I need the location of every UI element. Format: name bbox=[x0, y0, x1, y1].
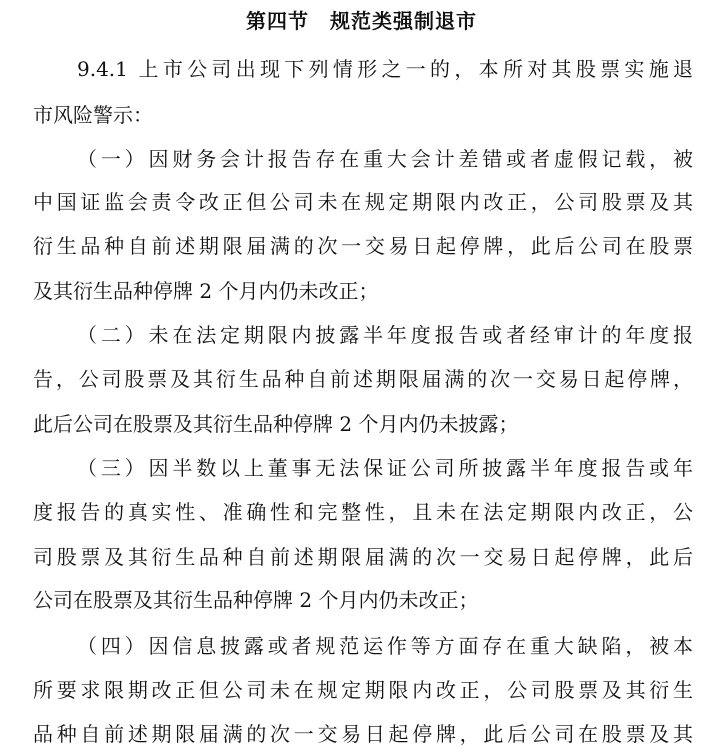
item-4-line-2: 所要求限期改正但公司未在规定期限内改正，公司股票及其衍生 bbox=[33, 678, 693, 702]
item-1-line-1: （一）因财务会计报告存在重大会计差错或者虚假记载，被 bbox=[77, 147, 693, 171]
item-3-line-2: 度报告的真实性、准确性和完整性，且未在法定期限内改正，公 bbox=[33, 500, 693, 524]
item-3-line-3: 司股票及其衍生品种自前述期限届满的次一交易日起停牌，此后 bbox=[33, 545, 693, 569]
item-2-line-2: 告，公司股票及其衍生品种自前述期限届满的次一交易日起停牌， bbox=[33, 367, 693, 391]
section-title: 第四节 规范类强制退市 bbox=[246, 9, 477, 33]
item-1-line-3: 衍生品种自前述期限届满的次一交易日起停牌，此后公司在股票 bbox=[33, 234, 693, 258]
item-1-line-2: 中国证监会责令改正但公司未在规定期限内改正，公司股票及其 bbox=[33, 190, 693, 214]
article-9-4-1-line-2: 市风险警示： bbox=[33, 103, 153, 127]
item-3-line-1: （三）因半数以上董事无法保证公司所披露半年度报告或年 bbox=[77, 456, 693, 480]
item-2-line-1: （二）未在法定期限内披露半年度报告或者经审计的年度报 bbox=[77, 323, 693, 347]
item-4-line-3: 品种自前述期限届满的次一交易日起停牌，此后公司在股票及其 bbox=[33, 722, 693, 746]
article-9-4-1-line-1: 9.4.1 上市公司出现下列情形之一的，本所对其股票实施退 bbox=[77, 57, 693, 81]
item-4-line-1: （四）因信息披露或者规范运作等方面存在重大缺陷，被本 bbox=[77, 634, 693, 658]
item-1-line-4: 及其衍生品种停牌 2 个月内仍未改正； bbox=[33, 279, 379, 303]
item-3-line-4: 公司在股票及其衍生品种停牌 2 个月内仍未改正； bbox=[33, 588, 479, 612]
item-2-line-3: 此后公司在股票及其衍生品种停牌 2 个月内仍未披露； bbox=[33, 412, 519, 436]
